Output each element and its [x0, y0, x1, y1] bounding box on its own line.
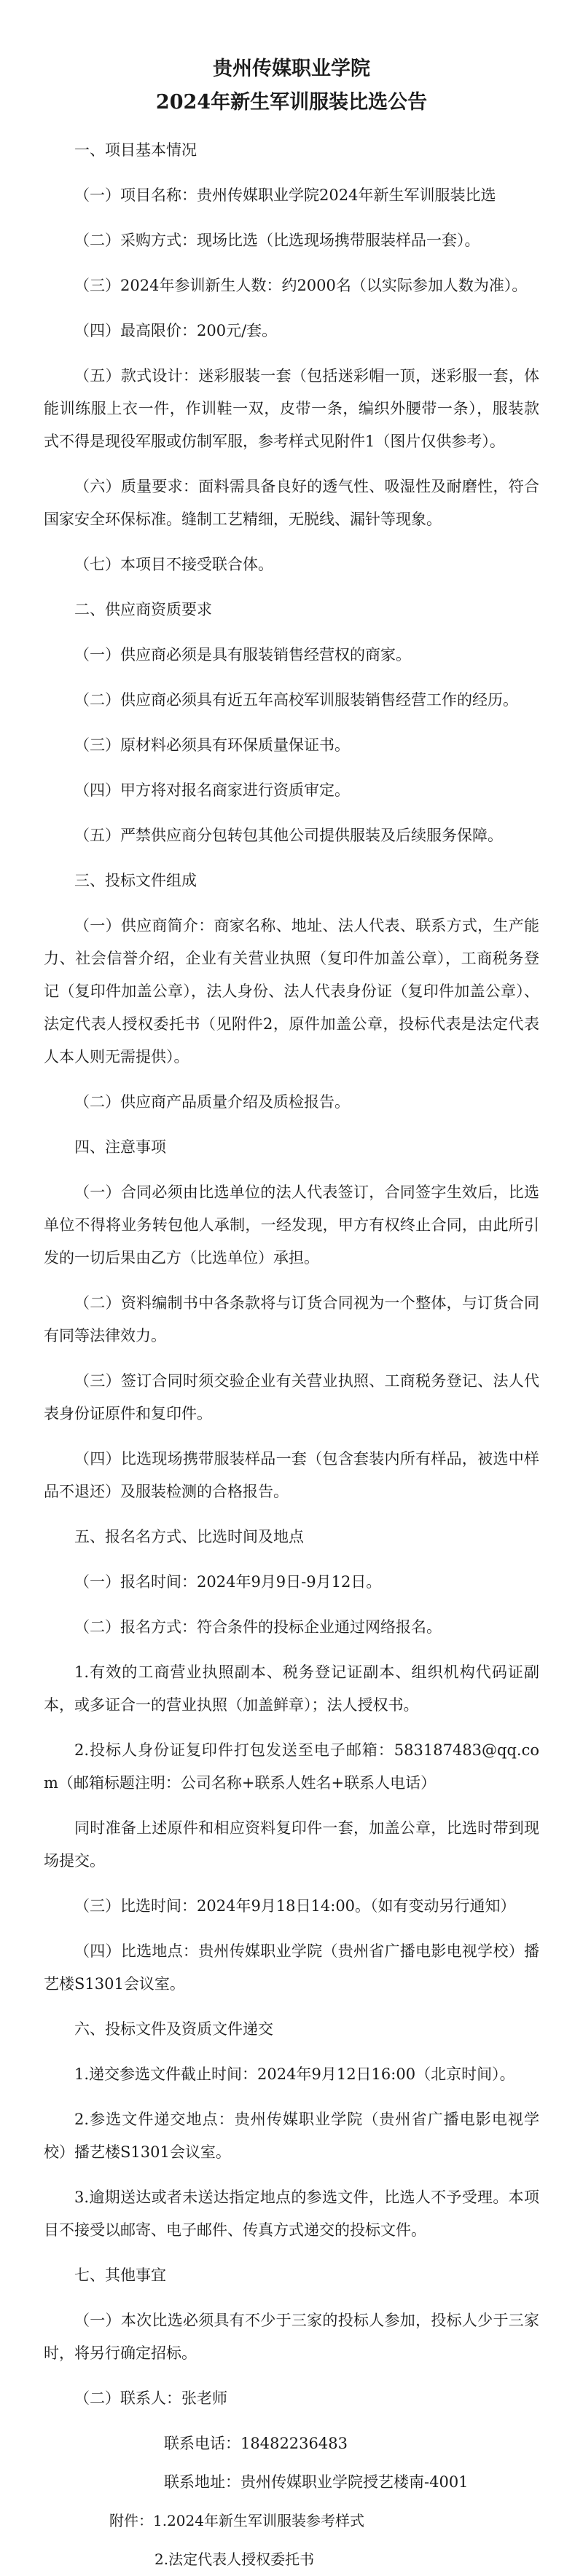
body-paragraph: （四）甲方将对报名商家进行资质审定。	[74, 781, 350, 799]
body-paragraph: 3.逾期送达或者未送达指定地点的参选文件，比选人不予受理。本项目不接受以邮寄、电子邮件、传真方式递交的投标文件。	[44, 2189, 539, 2239]
attachment-1: 附件：1.2024年新生军训服装参考样式	[109, 2512, 364, 2529]
body-paragraph: （一）供应商必须是具有服装销售经营权的商家。	[74, 646, 411, 663]
body-paragraph: （七）本项目不接受联合体。	[74, 556, 273, 573]
contact-address: 联系地址：贵州传媒职业学院授艺楼南-4001	[164, 2473, 469, 2491]
body-paragraph: 1.有效的工商营业执照副本、税务登记证副本、组织机构代码证副本，或多证合一的营业执照（加盖鲜章）；法人授权书。	[44, 1663, 539, 1714]
document-title-line1: 贵州传媒职业学院	[213, 58, 370, 80]
body-paragraph: （五）款式设计：迷彩服装一套（包括迷彩帽一顶，迷彩服一套，体能训练服上衣一件，作训鞋一双，皮带一条，编织外腰带一条），服装款式不得是现役军服或仿制军服，参考样式见附件1（图片仅供参考）。	[44, 367, 539, 450]
body-paragraph: （三）比选时间：2024年9月18日14:00。（如有变动另行通知）	[74, 1897, 516, 1915]
body-paragraph: （二）采购方式：现场比选（比选现场携带服装样品一套）。	[74, 232, 480, 249]
contact-phone: 联系电话：18482236483	[164, 2435, 348, 2452]
body-paragraph: 六、投标文件及资质文件递交	[74, 2020, 273, 2038]
document-title-line2: 2024年新生军训服装比选公告	[155, 91, 428, 114]
body-paragraph: （三）原材料必须具有环保质量保证书。	[74, 736, 350, 754]
body-paragraph: （四）比选现场携带服装样品一套（包含套装内所有样品，被选中样品不退还）及服装检测的合格报告。	[44, 1450, 539, 1500]
body-paragraph: 七、其他事宜	[74, 2266, 166, 2284]
body-paragraph: （二）资料编制书中各条款将与订货合同视为一个整体，与订货合同有同等法律效力。	[44, 1294, 539, 1344]
body-paragraph: （一）本次比选必须具有不少于三家的投标人参加，投标人少于三家时，将另行确定招标。	[44, 2312, 539, 2362]
body-paragraph: （一）供应商简介：商家名称、地址、法人代表、联系方式，生产能力、社会信誉介绍，企业有关营业执照（复印件加盖公章），工商税务登记（复印件加盖公章），法人身份、法人代表身份证（复印件加盖公章）、法定代表人授权委托书（见附件2，原件加盖公章，投标代表是法定代表人本人则无需提供）。	[44, 917, 539, 1066]
body-paragraph: （四）最高限价：200元/套。	[74, 322, 278, 339]
body-paragraph: 1.递交参选文件截止时间：2024年9月12日16:00（北京时间）。	[74, 2065, 515, 2083]
body-paragraph: 五、报名名方式、比选时间及地点	[74, 1528, 304, 1545]
body-paragraph: （二）报名方式：符合条件的投标企业通过网络报名。	[74, 1618, 442, 1636]
body-paragraph: （一）合同必须由比选单位的法人代表签订，合同签字生效后，比选单位不得将业务转包他人承制，一经发现，甲方有权终止合同，由此所引发的一切后果由乙方（比选单位）承担。	[44, 1183, 539, 1267]
body-paragraph: 四、注意事项	[74, 1138, 166, 1156]
body-paragraph: （四）比选地点：贵州传媒职业学院（贵州省广播电影电视学校）播艺楼S1301会议室。	[44, 1942, 539, 1993]
body-paragraph: （六）质量要求：面料需具备良好的透气性、吸湿性及耐磨性，符合国家安全环保标准。缝制工艺精细，无脱线、漏针等现象。	[44, 478, 539, 528]
body-paragraph: （五）严禁供应商分包转包其他公司提供服装及后续服务保障。	[74, 827, 503, 844]
body-paragraph: 三、投标文件组成	[74, 872, 197, 889]
body-paragraph: 二、供应商资质要求	[74, 601, 212, 618]
body-paragraph: （二）供应商产品质量介绍及质检报告。	[74, 1093, 350, 1111]
document-body	[44, 134, 539, 2415]
body-paragraph: （二）联系人：张老师	[74, 2390, 227, 2407]
body-paragraph: 2.投标人身份证复印件打包发送至电子邮箱：583187483@qq.com（邮箱标题注明：公司名称+联系人姓名+联系人电话）	[44, 1741, 539, 1792]
attachment-2: 2.法定代表人授权委托书	[154, 2551, 315, 2568]
body-paragraph: 2.参选文件递交地点：贵州传媒职业学院（贵州省广播电影电视学校）播艺楼S1301会议室。	[44, 2111, 539, 2161]
body-paragraph: （二）供应商必须具有近五年高校军训服装销售经营工作的经历。	[74, 691, 518, 709]
body-paragraph: （一）项目名称：贵州传媒职业学院2024年新生军训服装比选	[74, 186, 496, 204]
body-paragraph: 同时准备上述原件和相应资料复印件一套，加盖公章，比选时带到现场提交。	[44, 1819, 539, 1870]
body-paragraph: （三）签订合同时须交验企业有关营业执照、工商税务登记、法人代表身份证原件和复印件。	[44, 1372, 539, 1422]
body-paragraph: 一、项目基本情况	[74, 141, 197, 159]
body-paragraph: （三）2024年参训新生人数：约2000名（以实际参加人数为准）。	[74, 277, 528, 294]
body-paragraph: （一）报名时间：2024年9月9日-9月12日。	[74, 1573, 382, 1591]
